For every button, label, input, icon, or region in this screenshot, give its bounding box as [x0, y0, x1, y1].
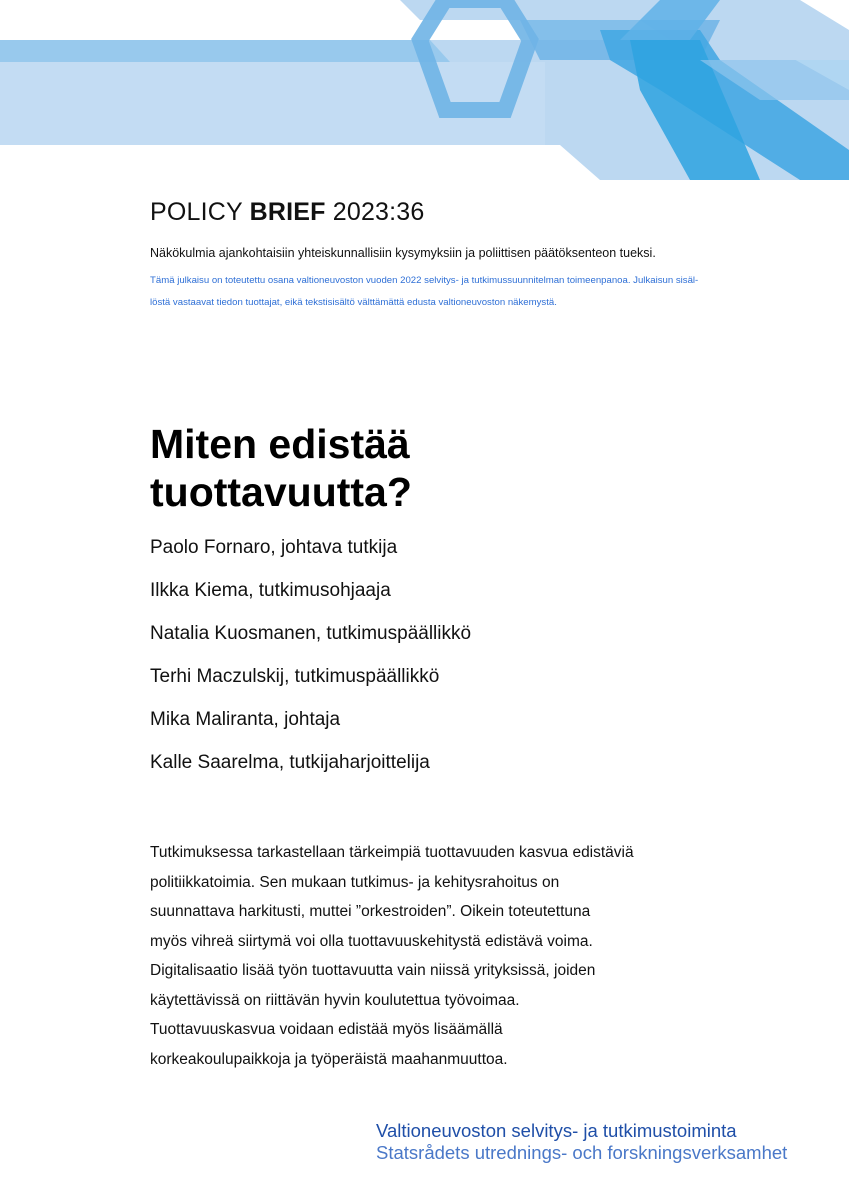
series-bold: BRIEF — [249, 198, 326, 226]
summary-line: Digitalisaatio lisää työn tuottavuutta vain niissä yrityksissä, joiden — [150, 962, 596, 979]
publisher-swedish: Statsrådets utrednings- och forskningsverksamhet — [376, 1142, 788, 1163]
summary-line: käytettävissä on riittävän hyvin koulutettua työvoimaa. — [150, 991, 520, 1009]
summary-line: politiikkatoimia. Sen mukaan tutkimus- ja kehitysrahoitus on — [150, 873, 560, 891]
author-item: Kalle Saarelma, tutkijaharjoittelija — [150, 752, 430, 773]
author-item: Mika Maliranta, johtaja — [150, 709, 341, 730]
summary-line: korkeakoulupaikkoja ja työperäistä maahanmuuttoa. — [150, 1050, 508, 1068]
publisher-logo-text — [376, 1120, 787, 1164]
author-list — [150, 533, 471, 791]
disclaimer-line-2: löstä vastaavat tiedon tuottajat, eikä tekstisisältö välttämättä edusta valtioneuvoston näkemystä. — [150, 297, 557, 308]
summary-line: myös vihreä siirtymä voi olla tuottavuuskehitystä edistävä voima. — [150, 932, 593, 950]
publisher-finnish: Valtioneuvoston selvitys- ja tutkimustoiminta — [376, 1120, 737, 1141]
series-prefix: POLICY — [150, 198, 250, 226]
author-item: Paolo Fornaro, johtava tutkija — [150, 537, 398, 558]
author-item: Natalia Kuosmanen, tutkimuspäällikkö — [150, 623, 472, 644]
tagline: Näkökulmia ajankohtaisiin yhteiskunnallisiin kysymyksiin ja poliittisen päätöksenteon tueksi. — [150, 246, 656, 260]
title-line-2: tuottavuutta? — [150, 469, 412, 515]
author-item: Ilkka Kiema, tutkimusohjaaja — [150, 580, 391, 601]
page-title — [150, 420, 412, 516]
header-banner-graphic — [0, 0, 849, 180]
disclaimer — [150, 270, 710, 314]
summary-paragraph — [150, 838, 710, 1074]
author-item: Terhi Maczulskij, tutkimuspäällikkö — [150, 666, 440, 687]
series-label — [150, 198, 425, 227]
series-number: 2023:36 — [325, 198, 425, 226]
disclaimer-line-1: Tämä julkaisu on toteutettu osana valtioneuvoston vuoden 2022 selvitys- ja tutkimussuunnitelman toimeenpanoa. Julkaisun sisäl- — [150, 275, 699, 286]
summary-line: Tutkimuksessa tarkastellaan tärkeimpiä tuottavuuden kasvua edistäviä — [150, 844, 634, 861]
summary-line: suunnattava harkitusti, muttei ”orkestroiden”. Oikein toteutettuna — [150, 903, 591, 920]
summary-line: Tuottavuuskasvua voidaan edistää myös lisäämällä — [150, 1021, 503, 1038]
title-line-1: Miten edistää — [150, 421, 410, 467]
